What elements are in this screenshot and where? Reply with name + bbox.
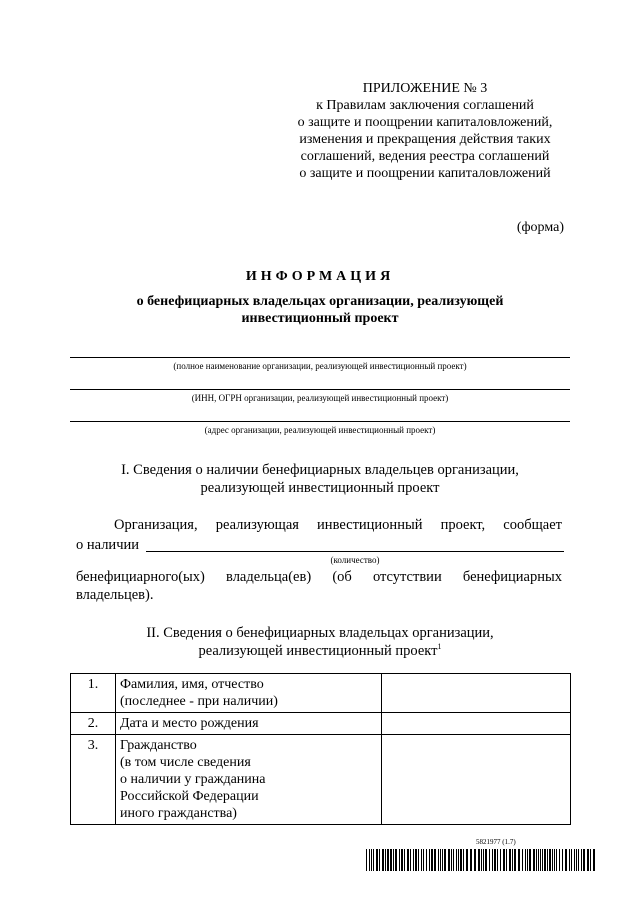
form-label: (форма) [516,220,564,235]
org-name-caption: (полное наименование организации, реализующей инвестиционный проект) [173,361,467,371]
section-2-heading [60,624,580,660]
row-number: 2. [71,713,116,735]
row-label-line: о наличии у гражданина [120,772,266,787]
row-value-cell[interactable] [382,674,571,713]
row-label [116,735,382,825]
row-label-line: Российской Федерации [120,789,259,804]
section-1-para-line: владельцев). [76,587,154,603]
section-2-heading-text: реализующей инвестиционный проект [198,643,438,659]
footnote-mark: 1 [437,642,442,651]
appendix-line: соглашений, ведения реестра соглашений [300,149,550,164]
beneficiary-table [70,673,571,825]
section-2-heading-line [60,642,580,660]
section-2-heading-line: II. Сведения о бенефициарных владельцах организации, [146,625,494,641]
section-1-heading-line: реализующей инвестиционный проект [200,480,440,496]
document-title: ИНФОРМАЦИЯ [245,269,395,284]
row-number: 1. [71,674,116,713]
appendix-line: о защите и поощрении капиталовложений [299,166,551,181]
org-address-line [70,421,570,422]
appendix-line: о защите и поощрении капиталовложений, [297,115,553,130]
org-address-caption: (адрес организации, реализующей инвестиционный проект) [204,425,436,435]
row-label-line: иного гражданства) [120,806,237,821]
appendix-title: ПРИЛОЖЕНИЕ № 3 [362,81,488,96]
barcode-icon [366,849,598,871]
section-1-para-line: Организация, реализующая инвестиционный проект, сообщает [114,517,562,533]
table-row [71,713,571,735]
org-inn-caption: (ИНН, ОГРН организации, реализующей инвестиционный проект) [191,393,449,403]
row-label-line: Дата и место рождения [120,716,259,731]
section-1-para-line: бенефициарного(ых) владельца(ев) (об отсутствии бенефициарных [76,569,562,585]
document-subtitle: о бенефициарных владельцах организации, реализующей инвестиционный проект [136,294,504,326]
section-1-heading [60,461,580,497]
row-value-cell[interactable] [382,735,571,825]
row-label-line: (в том числе сведения [120,755,251,770]
org-inn-line [70,389,570,390]
org-address-field[interactable] [70,421,570,435]
quantity-blank[interactable] [146,551,564,552]
quantity-caption: (количество) [330,555,380,565]
row-label-line: Фамилия, имя, отчество [120,677,264,692]
appendix-line: изменения и прекращения действия таких [299,132,551,147]
org-inn-field[interactable] [70,389,570,403]
table-row [71,735,571,825]
quantity-prefix: о наличии [76,537,140,553]
table-row [71,674,571,713]
appendix-header [270,80,580,182]
row-number: 3. [71,735,116,825]
row-label-line: (последнее - при наличии) [120,694,278,709]
row-label-line: Гражданство [120,738,197,753]
org-name-field[interactable] [70,357,570,371]
row-label [116,674,382,713]
section-1-heading-line: I. Сведения о наличии бенефициарных владельцев организации, [121,462,519,478]
row-value-cell[interactable] [382,713,571,735]
barcode-number: 5821977 (1.7) [476,838,516,846]
row-label [116,713,382,735]
appendix-line: к Правилам заключения соглашений [316,98,534,113]
org-name-line [70,357,570,358]
